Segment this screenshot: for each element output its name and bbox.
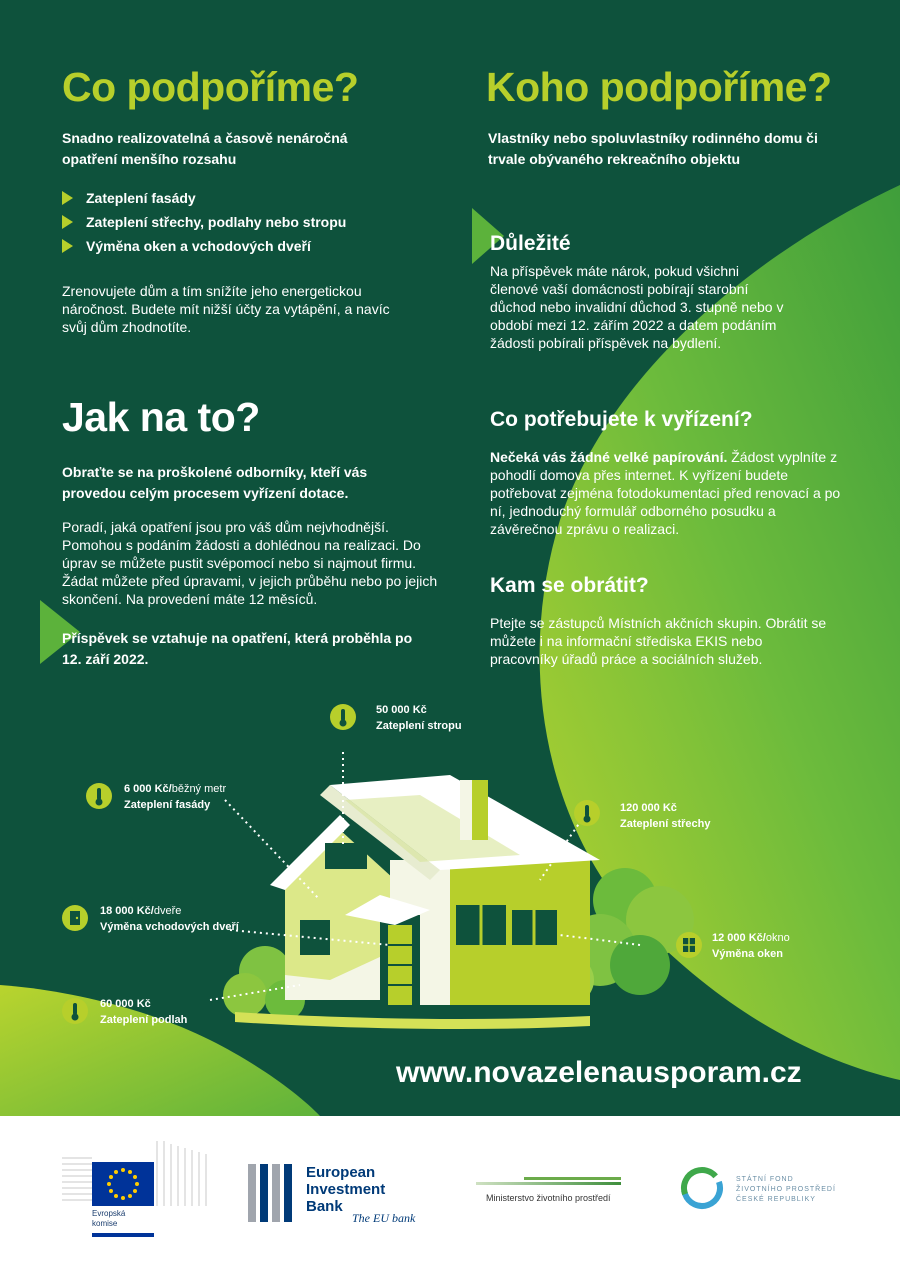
grant-window: 12 000 Kč/okno Výměna oken: [712, 932, 790, 960]
list-item: Zateplení střechy, podlahy nebo stropu: [62, 210, 402, 234]
grant-facade: 6 000 Kč/běžný metr Zateplení fasády: [124, 783, 227, 811]
need-text: [490, 448, 845, 538]
who-lead: Vlastníky nebo spoluvlastníky rodinného domu či trvale obývaného rekreačního objektu: [488, 130, 818, 167]
grant-roof: 120 000 Kč Zateplení střechy: [620, 802, 711, 830]
need-title: Co potřebujete k vyřízení?: [490, 408, 753, 431]
thermometer-icon: [574, 800, 600, 826]
mzp-line-2: [524, 1177, 621, 1180]
how-lead: Obraťte se na proškolené odborníky, kteří vás provedou celým procesem vyřízení dotace.: [62, 464, 368, 501]
website-link[interactable]: www.novazelenausporam.cz: [396, 1056, 802, 1089]
grant-ceiling: 50 000 Kč Zateplení stropu: [376, 704, 462, 732]
sfzp-text: STÁTNÍ FOND ŽIVOTNÍHO PROSTŘEDÍ ČESKÉ REPUBLIKY: [736, 1176, 836, 1203]
bullet-arrow-icon: [62, 215, 73, 229]
eib-text: European Investment Bank: [306, 1164, 386, 1215]
eib-bars-logo: [248, 1164, 298, 1224]
window-icon: [676, 932, 702, 958]
how-title: Jak na to?: [62, 394, 260, 440]
grant-door: 18 000 Kč/dveře Výměna vchodových dveří: [100, 905, 239, 933]
what-lead: Snadno realizovatelná a časově nenáročná opatření menšího rozsahu: [62, 130, 348, 167]
bullet-arrow-icon: [62, 191, 73, 205]
thermometer-icon: [330, 704, 356, 730]
thermometer-icon: [62, 998, 88, 1024]
bullet-arrow-icon: [62, 239, 73, 253]
house-illustration: [200, 750, 700, 1040]
need-body: Žádost vyplníte z pohodlí domova přes internet. K vyřízení budete potřebovat zejména fotodokumentaci před renovací a po ní, jednoduchý formulář odborného posudku a závěrečnou zprávu o realizaci.: [490, 449, 841, 537]
contact-title: Kam se obrátit?: [490, 574, 649, 597]
list-item: Výměna oken a vchodových dveří: [62, 234, 402, 258]
door-icon: [62, 905, 88, 931]
eu-flag-icon: [92, 1162, 154, 1206]
eib-tagline: The EU bank: [352, 1211, 416, 1225]
sfzp-logo-icon: [680, 1166, 724, 1210]
how-body: Poradí, jaká opatření jsou pro váš dům nejvhodnější. Pomohou s podáním žádosti a dohlédnou na realizaci. Do úprav se můžete pustit svépomocí nebo si najmout firmu. Žádat můžete před úpravami, v jejich průběhu nebo po jejich skončení. Na provedení máte 12 měsíců.: [62, 519, 438, 607]
mzp-line-1: [476, 1182, 621, 1185]
thermometer-icon: [86, 783, 112, 809]
ec-underline: [92, 1233, 154, 1237]
ec-label: Evropská komise: [92, 1209, 126, 1228]
grant-floor: 60 000 Kč Zateplení podlah: [100, 998, 188, 1026]
footer: [0, 1116, 900, 1274]
what-title: Co podpoříme?: [62, 64, 359, 110]
need-bold: Nečeká vás žádné velké papírování.: [490, 449, 728, 465]
list-item: Zateplení fasády: [62, 186, 402, 210]
how-note: Příspěvek se vztahuje na opatření, která proběhla po 12. září 2022.: [62, 630, 413, 667]
mzp-text: Ministerstvo životního prostředí: [486, 1193, 611, 1203]
measures-list: [62, 186, 402, 258]
who-title: Koho podpoříme?: [486, 64, 832, 110]
important-title: Důležité: [490, 232, 571, 255]
important-body: Na příspěvek máte nárok, pokud všichni členové vaší domácnosti pobírají starobní důchod nebo invalidní důchod 3. stupně nebo v období mezi 12. zářím 2022 a datem podáním žádosti pobírali příspěvek na bydlení.: [490, 263, 784, 351]
what-body: Zrenovujete dům a tím snížíte jeho energetickou náročnost. Budete mít nižší účty za vytápění, a navíc svůj dům zhodnotíte.: [62, 283, 390, 335]
contact-body: Ptejte se zástupců Místních akčních skupin. Obrátit se můžete i na informační střediska EKIS nebo pracovníky úřadů práce a sociálních služeb.: [490, 615, 827, 667]
